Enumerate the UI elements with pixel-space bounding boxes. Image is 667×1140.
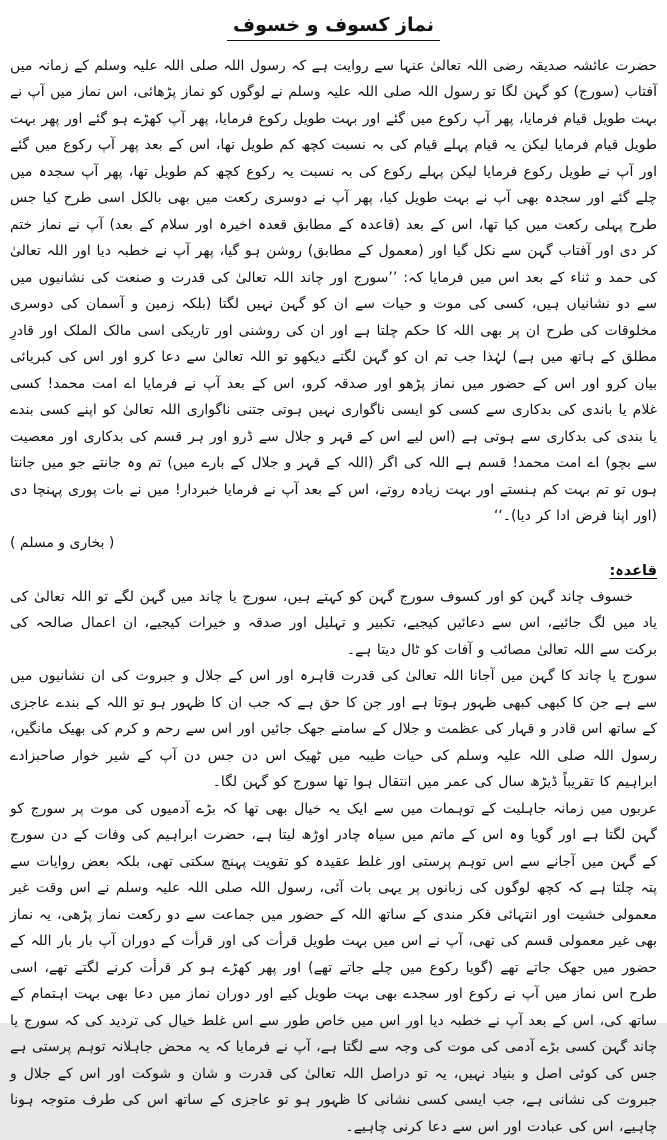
eclipse-sign-paragraph: سورج یا چاند کا گہن میں آجانا اللہ تعالیٰ کی قدرت قاہرہ اور اس کے جلال و جبروت کی ان نشانیوں میں سے ہے جن کا کبھی کبھی ظہور ہوتا ہے اور جن کا حق ہے کہ جب ان کا ظہور ہو تو اللہ کے بندے عاجزی کے ساتھ اس قادر و قہار کی عظمت و جلال کے سامنے جھک جائیں اور اس سے رحم و کرم کی بھیک مانگیں، رسول اللہ صلی اللہ علیہ وسلم کی حیات طیبہ میں ٹھیک اس دن جس دن آپ کے شیر خوار صاحبزادے ابراہیم کا تقریباً ڈیڑھ سال کی عمر میں انتقال ہوا تھا سورج کو گہن لگا۔ [10, 668, 657, 791]
section-heading-qaida: قاعدہ: [609, 562, 657, 579]
page-title: نماز کسوف و خسوف [227, 14, 440, 41]
hadith-paragraph: حضرت عائشہ صدیقہ رضی اللہ تعالیٰ عنہا سے روایت ہے کہ رسول اللہ صلی اللہ علیہ وسلم کے زمانہ میں آفتاب (سورج) کو گہن لگا تو رسول اللہ صلی اللہ علیہ وسلم نے لوگوں کو نماز پڑھائی، اس نماز میں آپ نے بہت طویل قیام فرمایا، پھر آپ رکوع میں گئے اور بہت طویل رکوع فرمایا، پھر آپ کھڑے ہو گئے اور پھر بہت طویل قیام فرمایا لیکن یہ قیام پہلے قیام کی بہ نسبت کچھ کم طویل تھا، اس کے بعد پھر آپ رکوع میں گئے اور آپ نے طویل رکوع فرمایا لیکن پہلے رکوع کی بہ نسبت یہ رکوع کچھ کم طویل تھا، پھر آپ سجدہ میں چلے گئے اور سجدہ بھی آپ نے بہت طویل کیا، پھر آپ نے دوسری رکعت میں بھی بالکل اسی طرح کیا جس طرح پہلی رکعت میں کیا تھا، اس کے بعد (قاعدہ کے مطابق قعدہ اخیرہ اور سلام کے بعد) آپ نے نماز ختم کر دی اور آفتاب گہن سے نکل گیا اور (معمول کے مطابق) روشن ہو گیا، پھر آپ نے خطبہ دیا اور اللہ تعالیٰ کی حمد و ثناء کے بعد اس میں فرمایا کہ: ’’سورج اور چاند اللہ تعالیٰ کی قدرت و صنعت کی نشانیوں میں سے دو نشانیاں ہیں، کسی کی موت و حیات سے ان کو گہن نہیں لگتا (بلکہ زمین و آسمان کی دوسری مخلوقات کی طرح ان پر بھی اللہ کا حکم چلتا ہے اور ان کی روشنی اور تاریکی اسی مالک الملک اور قادرِ مطلق کے ہاتھ میں ہے) لہٰذا جب تم ان کو گہن لگتے دیکھو تو اللہ تعالیٰ سے دعا کرو اور اس کی کبریائی بیان کرو اور اس کے حضور میں نماز پڑھو اور صدقہ کرو، اس کے بعد آپ نے فرمایا اے امت محمد! کسی غلام یا باندی کی بدکاری سے کسی کو ایسی ناگواری نہیں ہوتی جتنی ناگواری اللہ تعالیٰ کو اپنے کسی بندے یا بندی کی بدکاری سے ہوتی ہے (اس لیے اس کے قہر و جلال سے ڈرو اور ہر قسم کی بدکاری اور معصیت سے بچو) اے امت محمد! قسم ہے اللہ کی اگر (اللہ کے قہر و جلال کے بارے میں) تم وہ جانتے جو میں جانتا ہوں تو تم بہت کم ہنستے اور بہت زیادہ روتے، اس کے بعد آپ نے فرمایا خبردار! میں نے بات پوری پہنچا دی (اور اپنا فرض ادا کر دیا)۔‘‘ [10, 57, 658, 525]
qaida-intro-paragraph: خسوف چاند گہن کو اور کسوف سورج گہن کو کہتے ہیں، سورج یا چاند میں گہن لگے تو اللہ تعالیٰ کی یاد میں لگ جائیے، اس سے دعائیں کیجیے، تکبیر و تہلیل اور صدقہ و خیرات کیجیے، ان اعمال صالحہ کی برکت سے اللہ تعالیٰ مصائب و آفات کو ٹال دیتا ہے۔ [10, 588, 657, 658]
arab-superstition-paragraph: عربوں میں زمانہ جاہلیت کے توہمات میں سے ایک یہ خیال بھی تھا کہ بڑے آدمیوں کی موت پر سورج کو گہن لگتا ہے اور گویا وہ اس کے ماتم میں سیاہ چادر اوڑھ لیتا ہے، حضرت ابراہیم کی وفات کے دن سورج کے گہن میں آجانے سے اس توہم پرستی اور غلط عقیدہ کو تقویت پہنچ سکتی تھی، بلکہ بعض روایات سے پتہ چلتا ہے کہ کچھ لوگوں کی زبانوں پر یہی بات آئی، رسول اللہ صلی اللہ علیہ وسلم نے اس وقت غیر معمولی خشیت اور انتہائی فکر مندی کے ساتھ اللہ کے حضور میں جماعت سے دو رکعت نماز پڑھی، یہ نماز بھی غیر معمولی قسم کی تھی، آپ نے اس میں بہت طویل قرأت کی اور قرأت کے دوران آپ بار بار اللہ کے حضور میں جھک جاتے تھے (گویا رکوع میں چلے جاتے تھے) اور پھر کھڑے ہو کر قرأت کرنے لگتے تھے، اسی طرح اس نماز میں آپ نے رکوع اور سجدے بھی بہت طویل کیے اور دوران نماز میں دعا بھی بہت اہتمام کے ساتھ کی، اس کے بعد آپ نے خطبہ دیا اور اس میں خاص طور سے اس غلط خیال کی تردید کی کہ سورج یا چاند گہن کسی بڑے آدمی کی موت کی وجہ سے لگتا ہے، آپ نے فرمایا کہ یہ محض جاہلانہ توہم پرستی ہے جس کی کوئی اصل و بنیاد نہیں، یہ تو دراصل اللہ تعالیٰ کی قدرت و شان و شوکت اور اس کے جلال و جبروت کی نشانی ہے، جب ایسی کسی نشانی کا ظہور ہو تو عاجزی کے ساتھ اس کی طرف متوجہ ہونا چاہیے، اس کی عبادت اور اس سے دعا کرنی چاہیے۔ [10, 800, 657, 1135]
source-attribution: ( بخاری و مسلم ) [10, 534, 115, 551]
